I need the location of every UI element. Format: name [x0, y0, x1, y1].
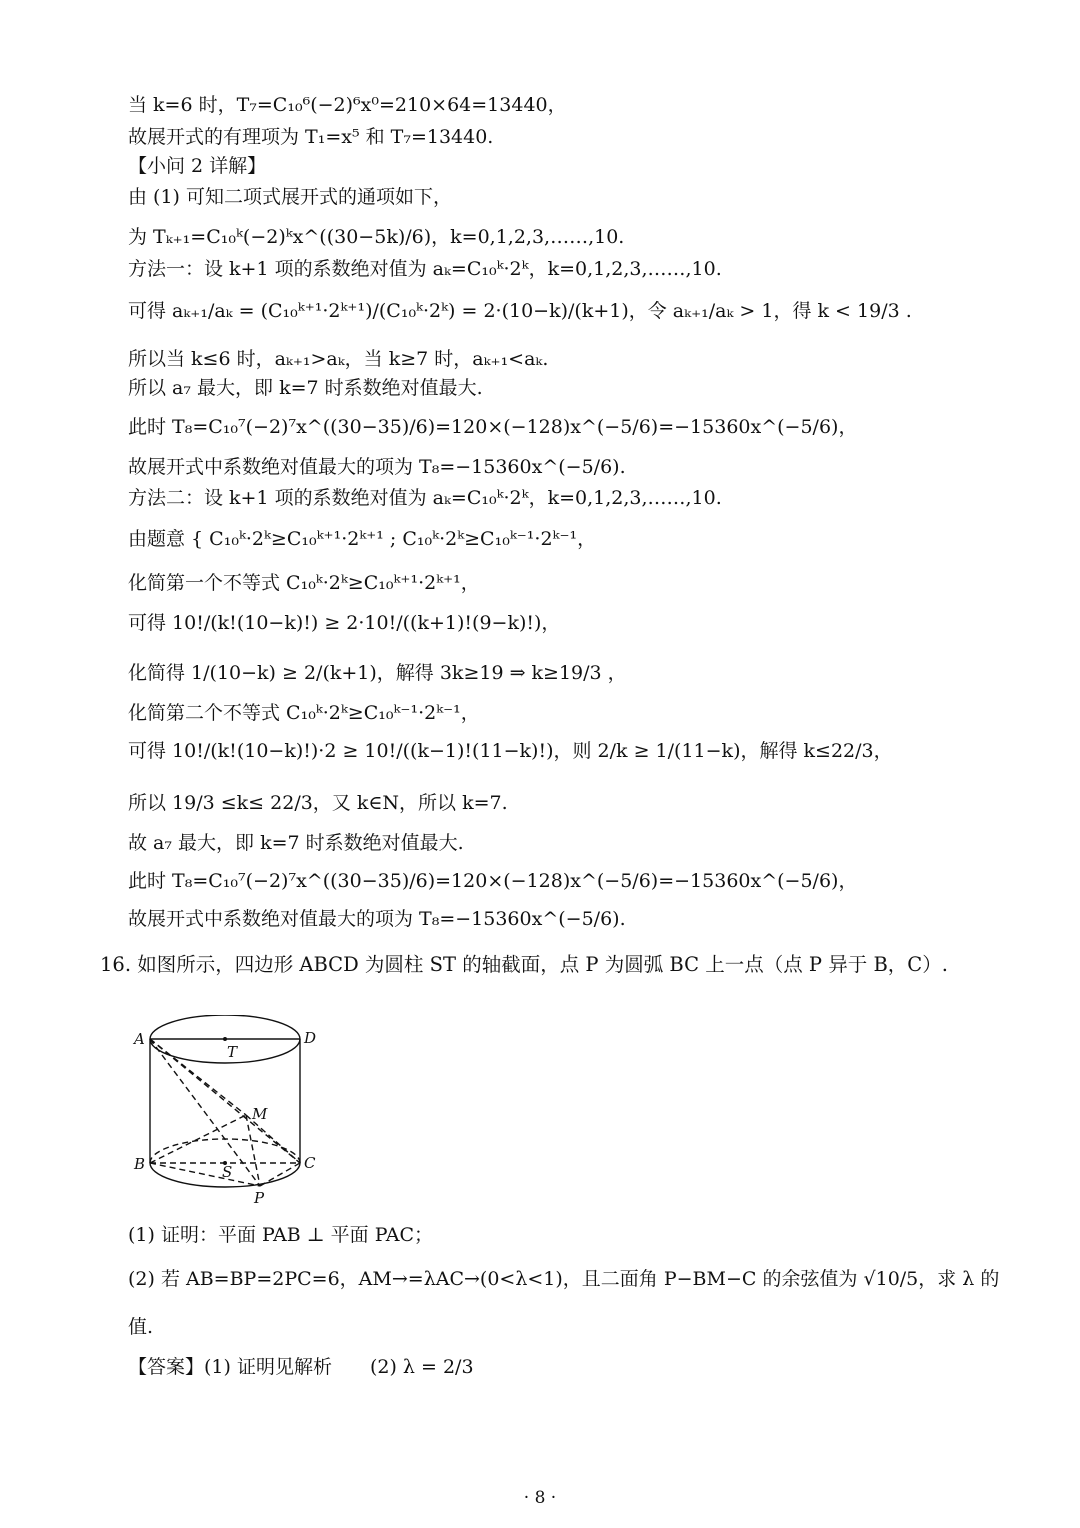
text-line: 所以当 k≤6 时，aₖ₊₁>aₖ，当 k≥7 时，aₖ₊₁<aₖ.	[128, 348, 549, 370]
label-B: B	[134, 1155, 146, 1173]
segment-BM	[150, 1115, 246, 1163]
text-line: 可得 10!/(k!(10−k)!)·2 ≥ 10!/((k−1)!(11−k)!)，则 2/k ≥ 1/(11−k)，解得 k≤22/3，	[128, 740, 893, 762]
label-A: A	[134, 1030, 145, 1048]
label-C: C	[304, 1154, 316, 1172]
text-line: 此时 T₈=C₁₀⁷(−2)⁷x^((30−35)/6)=120×(−128)x^(−5/6)=−15360x^(−5/6)，	[128, 416, 858, 438]
text-line: 为 Tₖ₊₁=C₁₀ᵏ(−2)ᵏx^((30−5k)/6)，k=0,1,2,3,……,10.	[128, 226, 625, 248]
text-line: 此时 T₈=C₁₀⁷(−2)⁷x^((30−35)/6)=120×(−128)x^(−5/6)=−15360x^(−5/6)，	[128, 870, 858, 892]
label-T: T	[227, 1043, 238, 1061]
segment-AC	[150, 1039, 300, 1163]
text-line: 故 a₇ 最大，即 k=7 时系数绝对值最大.	[128, 832, 464, 854]
text-line: 由题意 { C₁₀ᵏ·2ᵏ≥C₁₀ᵏ⁺¹·2ᵏ⁺¹ ; C₁₀ᵏ·2ᵏ≥C₁₀ᵏ⁻¹·2ᵏ⁻¹，	[128, 528, 597, 550]
question-16-stem: 16. 如图所示，四边形 ABCD 为圆柱 ST 的轴截面，点 P 为圆弧 BC 上一点（点 P 异于 B，C）.	[100, 953, 948, 976]
text-line: 可得 aₖ₊₁/aₖ = (C₁₀ᵏ⁺¹·2ᵏ⁺¹)/(C₁₀ᵏ·2ᵏ) = 2·(10−k)/(k+1)，令 aₖ₊₁/aₖ > 1，得 k < 19/3 .	[128, 300, 912, 322]
text-line: 化简第一个不等式 C₁₀ᵏ·2ᵏ≥C₁₀ᵏ⁺¹·2ᵏ⁺¹，	[128, 572, 480, 594]
label-P: P	[254, 1189, 265, 1205]
text-line: 方法二：设 k+1 项的系数绝对值为 aₖ=C₁₀ᵏ·2ᵏ，k=0,1,2,3,……,10.	[128, 487, 722, 509]
label-S: S	[222, 1163, 233, 1181]
page-number: · 8 ·	[523, 1488, 557, 1508]
cylinder-figure	[128, 1015, 328, 1205]
text-line: 所以 19/3 ≤k≤ 22/3，又 k∈N，所以 k=7.	[128, 792, 508, 814]
question-16-part2: (2) 若 AB=BP=2PC=6，AM→=λAC→(0<λ<1)，且二面角 P−BM−C 的余弦值为 √10/5，求 λ 的	[128, 1268, 1000, 1290]
text-line: 所以 a₇ 最大，即 k=7 时系数绝对值最大.	[128, 377, 483, 399]
text-line: 化简得 1/(10−k) ≥ 2/(k+1)，解得 3k≥19 ⇒ k≥19/3 ，	[128, 662, 627, 684]
segment-AP	[150, 1039, 260, 1186]
point-T	[223, 1037, 227, 1041]
text-line: 由 (1) 可知二项式展开式的通项如下，	[128, 186, 452, 208]
text-line: 可得 10!/(k!(10−k)!) ≥ 2·10!/((k+1)!(9−k)!)，	[128, 612, 561, 634]
text-line: 化简第二个不等式 C₁₀ᵏ·2ᵏ≥C₁₀ᵏ⁻¹·2ᵏ⁻¹，	[128, 702, 480, 724]
text-line: 故展开式中系数绝对值最大的项为 T₈=−15360x^(−5/6).	[128, 908, 626, 930]
text-line: 当 k=6 时，T₇=C₁₀⁶(−2)⁶x⁰=210×64=13440，	[128, 94, 567, 116]
text-line: 方法一：设 k+1 项的系数绝对值为 aₖ=C₁₀ᵏ·2ᵏ，k=0,1,2,3,……,10.	[128, 258, 722, 280]
segment-BP	[150, 1163, 260, 1186]
section-heading: 【小问 2 详解】	[128, 155, 267, 177]
label-M: M	[252, 1105, 268, 1123]
label-D: D	[304, 1029, 317, 1047]
text-line: 故展开式中系数绝对值最大的项为 T₈=−15360x^(−5/6).	[128, 456, 626, 478]
question-16-part1: (1) 证明：平面 PAB ⊥ 平面 PAC；	[128, 1224, 434, 1246]
text-line: 故展开式的有理项为 T₁=x⁵ 和 T₇=13440.	[128, 126, 494, 148]
answer-line: 【答案】(1) 证明见解析 (2) λ = 2/3	[128, 1356, 474, 1378]
question-16-part2-cont: 值.	[128, 1316, 154, 1338]
